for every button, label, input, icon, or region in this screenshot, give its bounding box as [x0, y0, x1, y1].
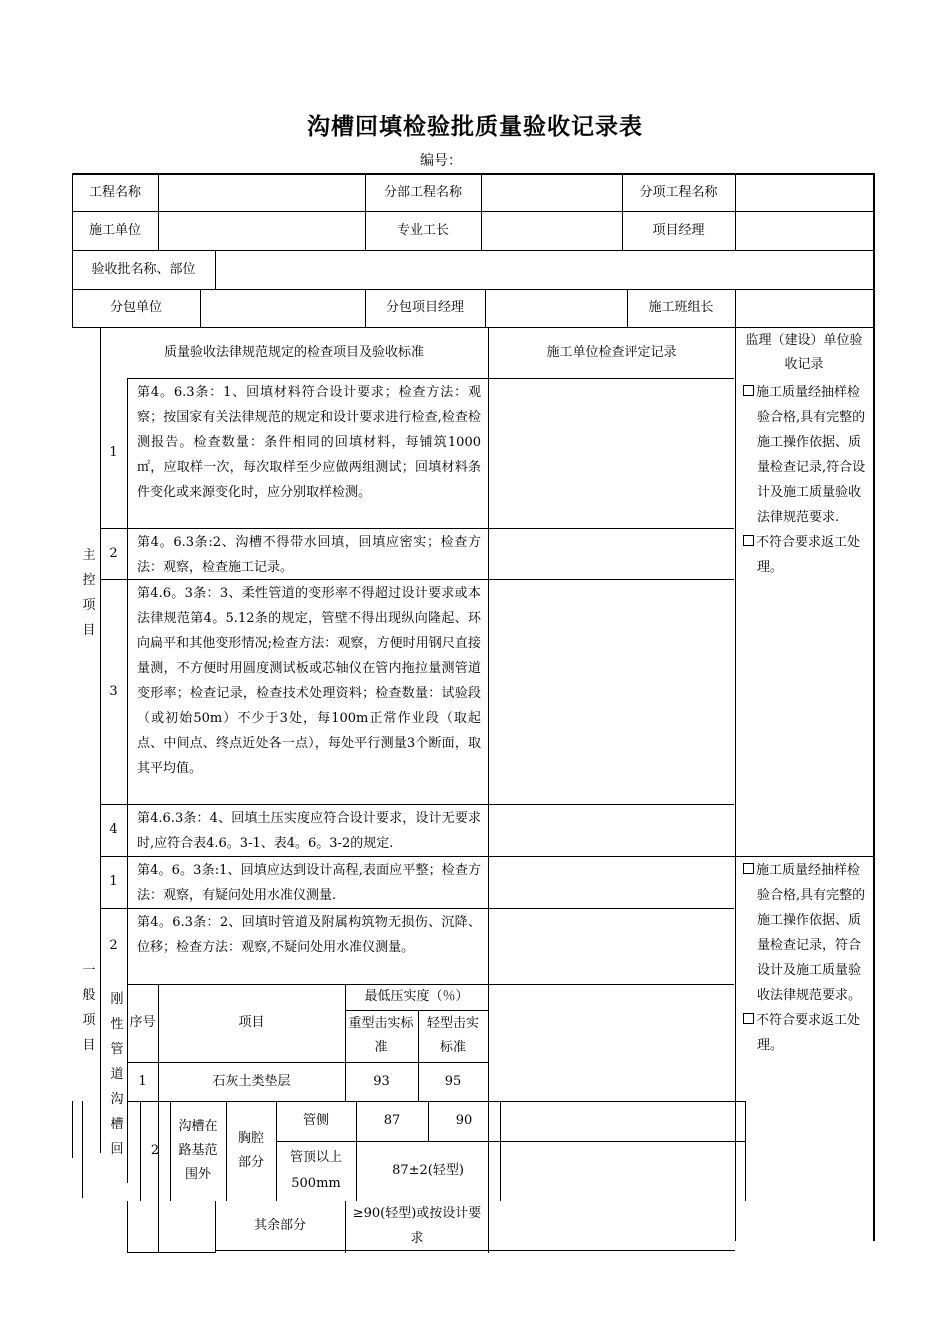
rigid-pipe-label: 刚性管道沟槽回 [110, 992, 124, 1157]
team-leader-label: 施工班组长 [648, 300, 714, 315]
option-rework[interactable]: 不符合要求返工处理。 [743, 530, 867, 580]
row1-heavy: 93 [373, 1073, 390, 1089]
subcontract-manager-label: 分包项目经理 [385, 300, 464, 315]
row2-rest-value: ≥90(轻型)或按设计要求 [352, 1206, 482, 1246]
batch-name-label: 验收批名称、部位 [91, 261, 196, 277]
row1-no: 1 [138, 1073, 147, 1089]
row2-part: 胸腔部分 [237, 1131, 264, 1170]
row2-no: 2 [150, 1143, 160, 1158]
main-items-label: 主控项目 [82, 548, 96, 638]
item-project-name-label: 分项工程名称 [639, 184, 718, 200]
self-check-column-header: 施工单位检查评定记录 [546, 344, 677, 360]
main-item-no: 1 [109, 445, 118, 460]
project-name-label: 工程名称 [88, 184, 141, 200]
main-item-text: 第4。6.3条：1、回填材料符合设计要求；检查方法：观察；按国家有关法律规范的规定和设计要求进行检查,检查检测报告。检查数量：条件相同的回填材料，每铺筑1000㎡，应取样一次，每次取样至少应做两组测试；回填材料条件变化或来源变化时，应分别取样检测。 [137, 385, 481, 500]
row2-rest: 其余部分 [253, 1218, 306, 1233]
project-manager-label: 项目经理 [652, 222, 705, 238]
record-code-label: 编号： [420, 153, 462, 169]
checkbox-icon [743, 385, 754, 396]
main-item-no: 4 [109, 822, 118, 837]
checkbox-icon [743, 535, 754, 546]
option-pass[interactable]: 施工质量经抽样检验合格,具有完整的施工操作依据、质量检查记录,符合设计及施工质量验收法律规范要求. [743, 380, 867, 530]
row2-top: 管顶以上500mm [289, 1150, 342, 1191]
checkbox-icon [743, 863, 754, 874]
min-compaction-header: 最低压实度（％） [364, 989, 469, 1004]
general-item-no: 1 [109, 874, 118, 889]
option-rework[interactable]: 不符合要求返工处理。 [743, 1008, 867, 1058]
general-item-text: 第4。6。3条:1、回填应达到设计高程,表面应平整；检查方法：观察，有疑问处用水准仪测量. [137, 863, 481, 903]
row2-side: 管侧 [302, 1113, 329, 1128]
main-item-text: 第4.6。3条：3、柔性管道的变形率不得超过设计要求或本法律规范第4。5.12条的规定，管壁不得出现纵向隆起、环向扁平和其他变形情况;检查方法：观察，方便时用钢尺直接量测，不方便时用圆度测试板或芯轴仪在管内拖拉量测管道变形率；检查记录，检查技术处理资料；检查数量：试验段（或初始50m）不少于3处，每100m正常作业段（取起点、中间点、终点近处各一点），每处平行测量3个断面，取其平均值。 [137, 586, 481, 776]
row1-item: 石灰土类垫层 [212, 1073, 291, 1089]
general-supervision-options [743, 858, 867, 1058]
main-item-text: 第4。6.3条:2、沟槽不得带水回填，回填应密实；检查方法：观察，检查施工记录。 [137, 535, 481, 575]
item-header: 项目 [238, 1015, 265, 1030]
main-item-no: 3 [109, 683, 118, 699]
standard-column-header: 质量验收法律规范规定的检查项目及验收标准 [163, 344, 424, 360]
general-items-label: 一般项目 [82, 963, 96, 1053]
general-item-no: 2 [109, 938, 118, 953]
seq-header: 序号 [129, 1015, 156, 1030]
main-supervision-options [743, 380, 867, 580]
heavy-header: 重型击实标准 [348, 1016, 414, 1055]
supervision-column-header: 监理（建设）单位验收记录 [745, 332, 863, 372]
main-item-text: 第4.6.3条：4、回填土压实度应符合设计要求，设计无要求时,应符合表4.6。3-1、表4。6。3-2的规定. [137, 811, 481, 851]
foreman-label: 专业工长 [396, 222, 449, 238]
page-title: 沟槽回填检验批质量验收记录表 [307, 114, 643, 140]
light-header: 轻型击实标准 [426, 1016, 479, 1055]
row2-side-light: 90 [455, 1113, 473, 1128]
row1-light: 95 [444, 1073, 462, 1089]
row2-zone: 沟槽在路基范围外 [178, 1119, 218, 1182]
general-item-text: 第4。6.3条：2、回填时管道及附属构筑物无损伤、沉降、位移；检查方法：观察,不疑问处用水准仪测量。 [137, 915, 481, 955]
checkbox-icon [743, 1013, 754, 1024]
row2-top-value: 87±2(轻型) [392, 1163, 464, 1178]
row2-side-heavy: 87 [383, 1113, 401, 1128]
main-item-no: 2 [109, 545, 118, 561]
construction-unit-label: 施工单位 [88, 222, 141, 238]
sub-project-name-label: 分部工程名称 [383, 184, 462, 200]
option-pass[interactable]: 施工质量经抽样检验合格,具有完整的施工操作依据、质量检查记录，符合设计及施工质量验收法律规范要求。 [743, 858, 867, 1008]
subcontract-unit-label: 分包单位 [109, 300, 162, 315]
